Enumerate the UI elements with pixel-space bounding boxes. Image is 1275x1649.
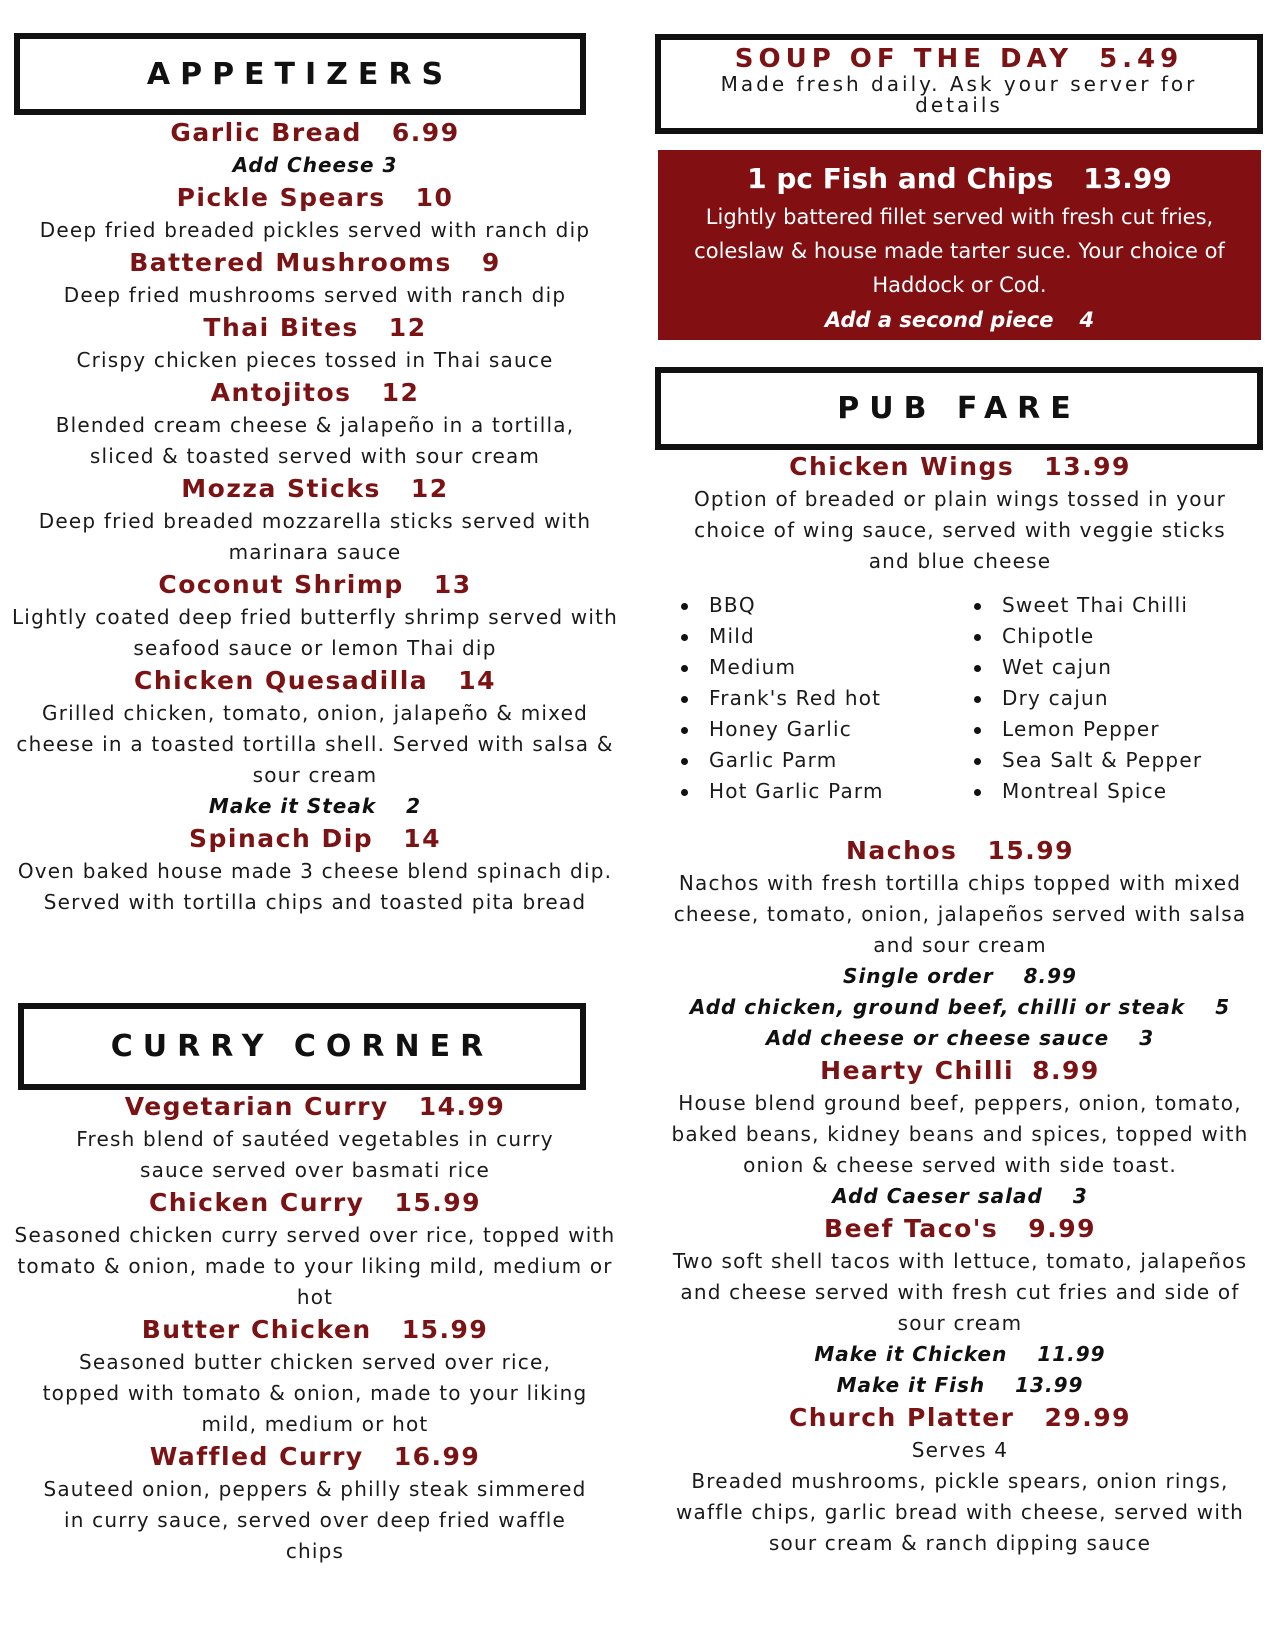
pub-fare-list	[655, 834, 1265, 1559]
soup-description: Made fresh daily. Ask your server for details	[720, 72, 1198, 117]
menu-item-description: Lightly coated deep fried butterfly shrimp served with seafood sauce or lemon Thai dip	[11, 605, 619, 660]
list-item: Wet cajun	[970, 652, 1202, 683]
list-item: Medium	[677, 652, 884, 683]
menu-item-addon: Add cheese or cheese sauce 3	[765, 1026, 1155, 1050]
menu-item-title: Hearty Chilli 8.99	[820, 1056, 1100, 1085]
menu-item-description: Crispy chicken pieces tossed in Thai sauce	[76, 348, 554, 372]
appetizers-list	[10, 116, 620, 918]
list-item: Lemon Pepper	[970, 714, 1202, 745]
list-item: Frank's Red hot	[677, 683, 884, 714]
wing-sauce-list-left	[677, 590, 884, 807]
menu-item-addon: Make it Fish 13.99	[836, 1373, 1084, 1397]
menu-item-description: Breaded mushrooms, pickle spears, onion rings, waffle chips, garlic bread with cheese, served with sour cream & ranch dipping sauce	[676, 1469, 1244, 1555]
list-item: Garlic Parm	[677, 745, 884, 776]
menu-item-title: Vegetarian Curry 14.99	[124, 1092, 506, 1121]
wings-section	[655, 450, 1265, 577]
menu-item-description: Oven baked house made 3 cheese blend spinach dip. Served with tortilla chips and toasted pita bread	[17, 859, 613, 914]
list-item: Dry cajun	[970, 683, 1202, 714]
list-item: Mild	[677, 621, 884, 652]
menu-item-title: Chicken Wings 13.99	[789, 452, 1131, 481]
menu-item-addon: Add Cheese 3	[232, 153, 398, 177]
list-item: Sweet Thai Chilli	[970, 590, 1202, 621]
menu-item-title: Mozza Sticks 12	[181, 474, 449, 503]
list-item: BBQ	[677, 590, 884, 621]
menu-item-title: Church Platter 29.99	[788, 1403, 1132, 1432]
menu-item-title: Butter Chicken 15.99	[141, 1315, 489, 1344]
fish-and-chips-box	[658, 150, 1261, 340]
list-item: Montreal Spice	[970, 776, 1202, 807]
menu-item-description: Fresh blend of sautéed vegetables in curry sauce served over basmati rice	[76, 1127, 554, 1182]
menu-item-description: Nachos with fresh tortilla chips topped with mixed cheese, tomato, onion, jalapeños served with salsa and sour cream	[673, 871, 1247, 957]
menu-item-title: Chicken Quesadilla 14	[134, 666, 496, 695]
pub-fare-heading: PUB FARE	[655, 367, 1263, 450]
menu-item-description: Lightly battered fillet served with fresh cut fries, coleslaw & house made tarter suce. Your choice of Haddock or Cod.	[694, 205, 1225, 297]
menu-item-description: House blend ground beef, peppers, onion, tomato, baked beans, kidney beans and spices, topped with onion & cheese served with side toast.	[671, 1091, 1249, 1177]
menu-item-title: Thai Bites 12	[203, 313, 427, 342]
menu-item-title: Nachos 15.99	[845, 836, 1075, 865]
soup-of-the-day-box	[655, 34, 1263, 134]
menu-item-description: Deep fried breaded pickles served with ranch dip	[39, 218, 591, 242]
menu-item-description: Seasoned chicken curry served over rice, topped with tomato & onion, made to your liking mild, medium or hot	[14, 1223, 616, 1309]
menu-item-description: Two soft shell tacos with lettuce, tomato, jalapeños and cheese served with fresh cut fries and side of sour cream	[672, 1249, 1248, 1335]
menu-item-description: Sauteed onion, peppers & philly steak simmered in curry sauce, served over deep fried waffle chips	[43, 1477, 587, 1563]
list-item: Hot Garlic Parm	[677, 776, 884, 807]
menu-item-addon: Make it Steak 2	[208, 794, 422, 818]
menu-item-title: Garlic Bread 6.99	[170, 118, 460, 147]
menu-item-title: Battered Mushrooms 9	[129, 248, 501, 277]
menu-item-title: Coconut Shrimp 13	[158, 570, 472, 599]
menu-item-title: Pickle Spears 10	[176, 183, 454, 212]
wing-sauce-list-right	[970, 590, 1202, 807]
menu-item-addon: Single order 8.99	[843, 964, 1077, 988]
appetizers-heading: APPETIZERS	[14, 33, 586, 115]
menu-item-description: Option of breaded or plain wings tossed in your choice of wing sauce, served with veggie sticks and blue cheese	[693, 487, 1227, 573]
menu-item-description: Blended cream cheese & jalapeño in a tortilla, sliced & toasted served with sour cream	[55, 413, 575, 468]
menu-item-title: Chicken Curry 15.99	[148, 1188, 482, 1217]
menu-item-title: Beef Taco's 9.99	[824, 1214, 1096, 1243]
list-item: Chipotle	[970, 621, 1202, 652]
list-item: Honey Garlic	[677, 714, 884, 745]
list-item: Sea Salt & Pepper	[970, 745, 1202, 776]
menu-item-addon: Add chicken, ground beef, chilli or steak 5	[689, 995, 1231, 1019]
menu-item-description: Grilled chicken, tomato, onion, jalapeño & mixed cheese in a toasted tortilla shell. Served with salsa & sour cream	[16, 701, 614, 787]
menu-item-addon: Add Caeser salad 3	[832, 1184, 1088, 1208]
menu-item-title: Spinach Dip 14	[189, 824, 441, 853]
wing-sauce-list	[655, 590, 1265, 810]
curry-heading: CURRY CORNER	[18, 1003, 586, 1090]
menu-item-title: Waffled Curry 16.99	[149, 1442, 481, 1471]
menu-item-serves: Serves 4	[911, 1438, 1009, 1462]
menu-item-title: 1 pc Fish and Chips 13.99	[747, 162, 1172, 195]
menu-item-addon: Add a second piece 4	[824, 308, 1095, 332]
menu-item-description: Seasoned butter chicken served over rice, topped with tomato & onion, made to your liking mild, medium or hot	[42, 1350, 588, 1436]
menu-item-addon: Make it Chicken 11.99	[814, 1342, 1106, 1366]
curry-list	[10, 1090, 620, 1567]
menu-item-title: Antojitos 12	[210, 378, 420, 407]
soup-title: SOUP OF THE DAY 5.49	[734, 44, 1184, 74]
menu-item-description: Deep fried mushrooms served with ranch dip	[63, 283, 567, 307]
menu-item-description: Deep fried breaded mozzarella sticks served with marinara sauce	[38, 509, 592, 564]
